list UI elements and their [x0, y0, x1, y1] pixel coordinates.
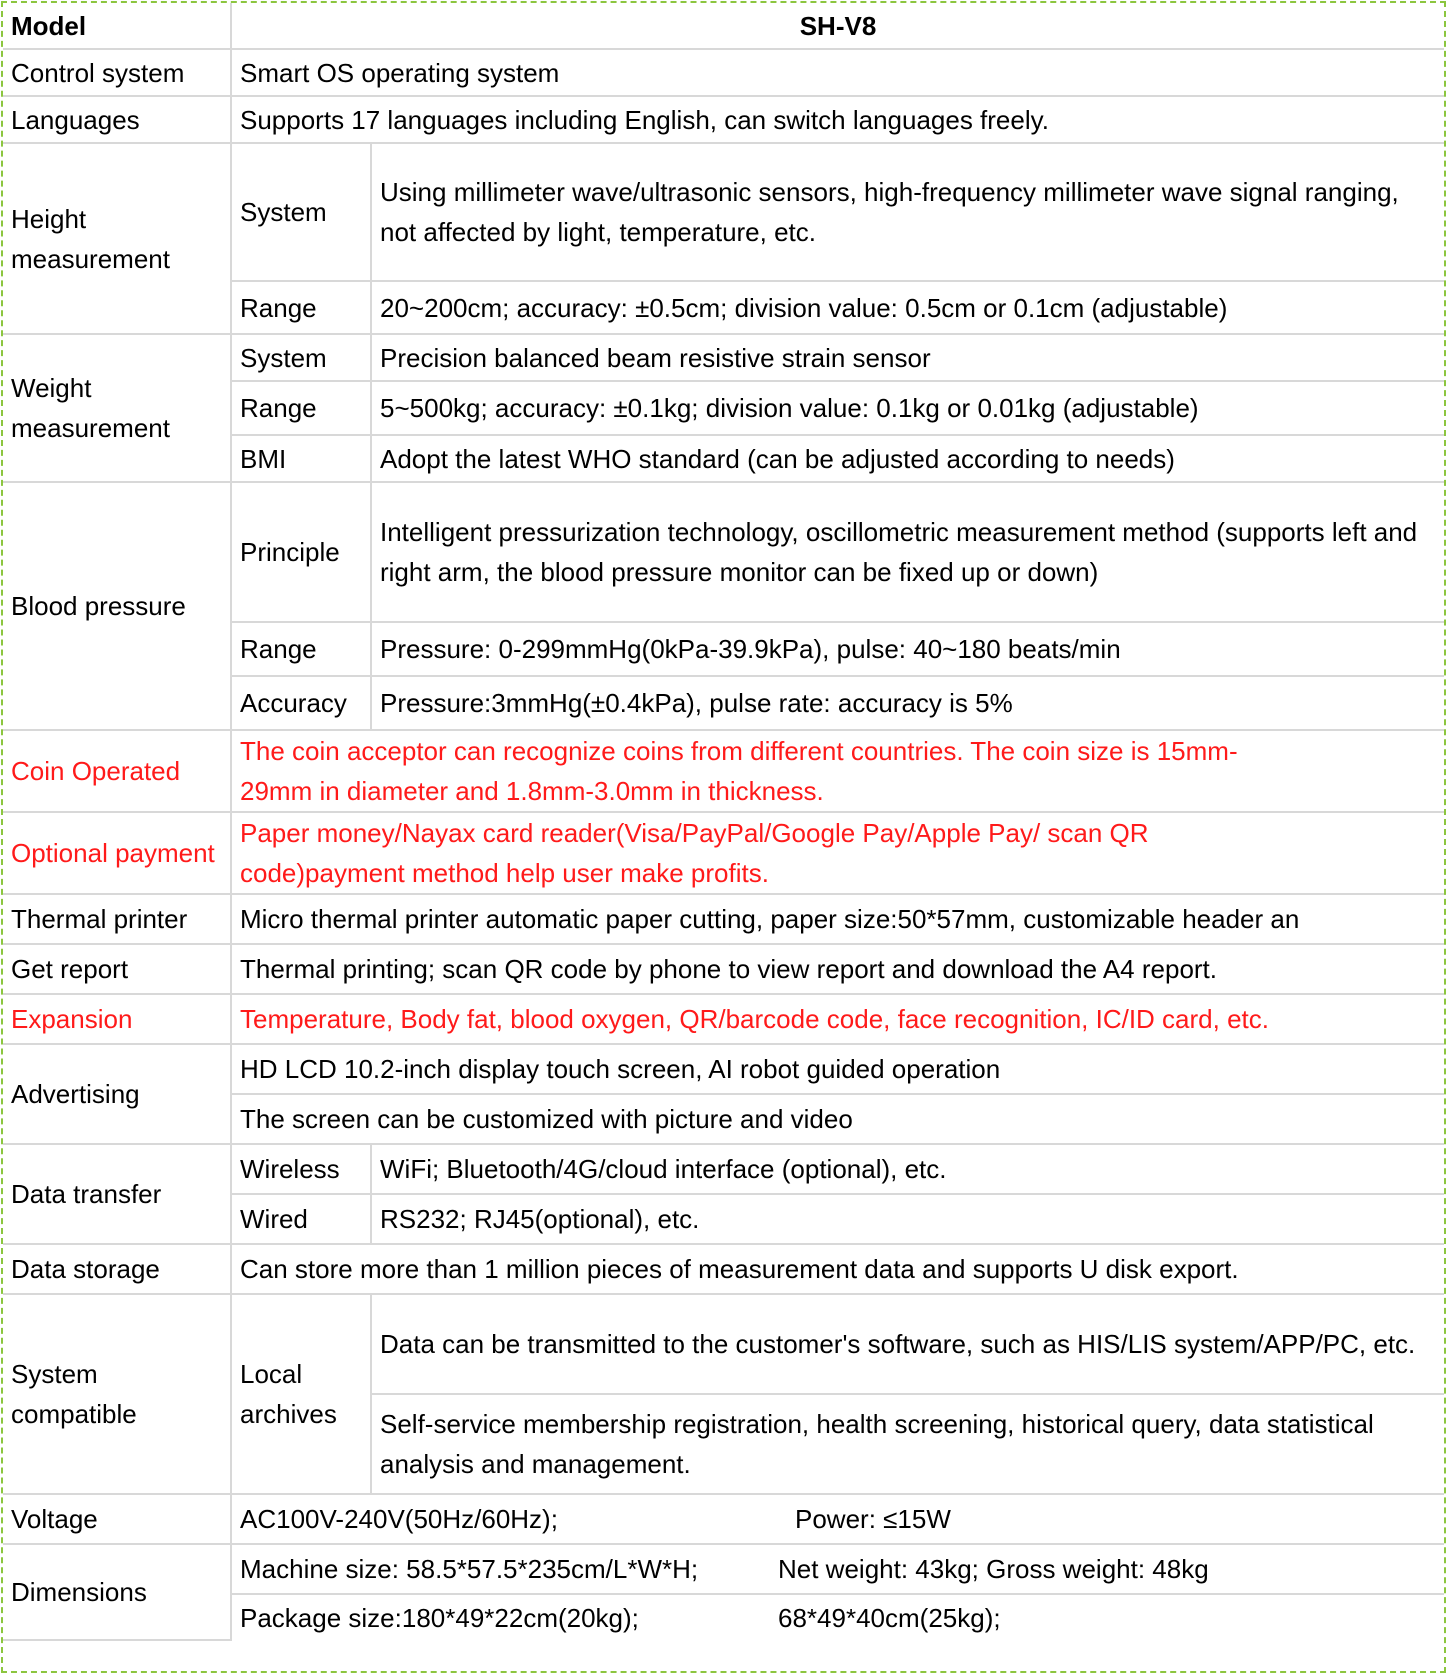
- package-size-2: 68*49*40cm(25kg);: [778, 1602, 1001, 1633]
- row-label: Get report: [3, 944, 231, 994]
- row-value: Adopt the latest WHO standard (can be adjusted according to needs): [371, 435, 1444, 482]
- table-row: [3, 3, 1444, 49]
- row-value: Using millimeter wave/ultrasonic sensors, high-frequency millimeter wave signal ranging, not affected by light, temperature, etc.: [371, 143, 1444, 281]
- row-value: 20~200cm; accuracy: ±0.5cm; division value: 0.5cm or 0.1cm (adjustable): [371, 281, 1444, 334]
- sub-label: Wireless: [231, 1144, 371, 1194]
- table-row: [3, 812, 1444, 894]
- row-value: Intelligent pressurization technology, oscillometric measurement method (supports left and right arm, the blood pressure monitor can be fixed up or down): [371, 482, 1444, 622]
- row-label: Expansion: [3, 994, 231, 1044]
- sub-label: Principle: [231, 482, 371, 622]
- row-label: Control system: [3, 49, 231, 96]
- sub-label: System: [231, 334, 371, 381]
- sub-label: System: [231, 143, 371, 281]
- row-label: Coin Operated: [3, 730, 231, 812]
- row-label: Optional payment: [3, 812, 231, 894]
- table-row: [3, 334, 1444, 381]
- table-row: [3, 1544, 1444, 1594]
- header-label: Model: [3, 3, 231, 49]
- package-size: Package size:180*49*22cm(20kg);: [240, 1602, 639, 1633]
- table-row: [3, 49, 1444, 96]
- sub-label: Range: [231, 622, 371, 676]
- row-value: Can store more than 1 million pieces of measurement data and supports U disk export.: [231, 1244, 1444, 1294]
- row-value: Micro thermal printer automatic paper cutting, paper size:50*57mm, customizable header an: [231, 894, 1444, 944]
- row-value: The screen can be customized with picture and video: [231, 1094, 1444, 1144]
- machine-size: Machine size: 58.5*57.5*235cm/L*W*H;: [240, 1554, 699, 1584]
- table-row: [3, 96, 1444, 143]
- table-row: [3, 1494, 1444, 1544]
- row-label: Advertising: [3, 1044, 231, 1144]
- net-weight: Net weight: 43kg; Gross weight: 48kg: [778, 1554, 1209, 1584]
- table-row: [3, 894, 1444, 944]
- row-value: Pressure:3mmHg(±0.4kPa), pulse rate: accuracy is 5%: [371, 676, 1444, 730]
- sub-label: Accuracy: [231, 676, 371, 730]
- row-value: WiFi; Bluetooth/4G/cloud interface (optional), etc.: [371, 1144, 1444, 1194]
- row-value: HD LCD 10.2-inch display touch screen, AI robot guided operation: [231, 1044, 1444, 1094]
- sub-label: Range: [231, 381, 371, 435]
- row-value: Supports 17 languages including English, can switch languages freely.: [231, 96, 1444, 143]
- row-value: RS232; RJ45(optional), etc.: [371, 1194, 1444, 1244]
- row-label: Data storage: [3, 1244, 231, 1294]
- table-row: [3, 1044, 1444, 1094]
- table-row: [3, 994, 1444, 1044]
- row-value: Pressure: 0-299mmHg(0kPa-39.9kPa), pulse: 40~180 beats/min: [371, 622, 1444, 676]
- row-label: Blood pressure: [3, 482, 231, 730]
- row-value: Data can be transmitted to the customer's software, such as HIS/LIS system/APP/PC, etc.: [371, 1294, 1444, 1394]
- table-row: [3, 143, 1444, 281]
- model-value: SH-V8: [231, 3, 1444, 49]
- row-label: Data transfer: [3, 1144, 231, 1244]
- row-value: [231, 1494, 1444, 1544]
- row-label: Weight measurement: [3, 334, 231, 482]
- table-row: [3, 482, 1444, 622]
- row-value: Paper money/Nayax card reader(Visa/PayPal/Google Pay/Apple Pay/ scan QR code)payment method help user make profits.: [231, 812, 1444, 894]
- table-row: [3, 730, 1444, 812]
- row-value: [231, 1544, 1444, 1594]
- sub-label: Range: [231, 281, 371, 334]
- power-value: Power: ≤15W: [795, 1504, 951, 1534]
- table-row: [3, 1244, 1444, 1294]
- row-value: Thermal printing; scan QR code by phone to view report and download the A4 report.: [231, 944, 1444, 994]
- row-label: Voltage: [3, 1494, 231, 1544]
- table-row: [3, 944, 1444, 994]
- table-row: [3, 1144, 1444, 1194]
- row-label: Languages: [3, 96, 231, 143]
- sub-label: Local archives: [231, 1294, 371, 1494]
- voltage-value: AC100V-240V(50Hz/60Hz);: [240, 1504, 558, 1534]
- table-row: [3, 1294, 1444, 1394]
- row-value: Smart OS operating system: [231, 49, 1444, 96]
- row-value: 5~500kg; accuracy: ±0.1kg; division value: 0.1kg or 0.01kg (adjustable): [371, 381, 1444, 435]
- row-value: Precision balanced beam resistive strain sensor: [371, 334, 1444, 381]
- row-value: Self-service membership registration, health screening, historical query, data statistical analysis and management.: [371, 1394, 1444, 1494]
- row-label: Dimensions: [3, 1544, 231, 1640]
- spec-table: [3, 3, 1444, 1641]
- row-value: Temperature, Body fat, blood oxygen, QR/barcode code, face recognition, IC/ID card, etc.: [231, 994, 1444, 1044]
- row-label: Thermal printer: [3, 894, 231, 944]
- sub-label: Wired: [231, 1194, 371, 1244]
- row-label: Height measurement: [3, 143, 231, 334]
- sub-label: BMI: [231, 435, 371, 482]
- row-value: The coin acceptor can recognize coins from different countries. The coin size is 15mm-29mm in diameter and 1.8mm-3.0mm in thickness.: [231, 730, 1444, 812]
- row-label: System compatible: [3, 1294, 231, 1494]
- row-value: [231, 1594, 1444, 1640]
